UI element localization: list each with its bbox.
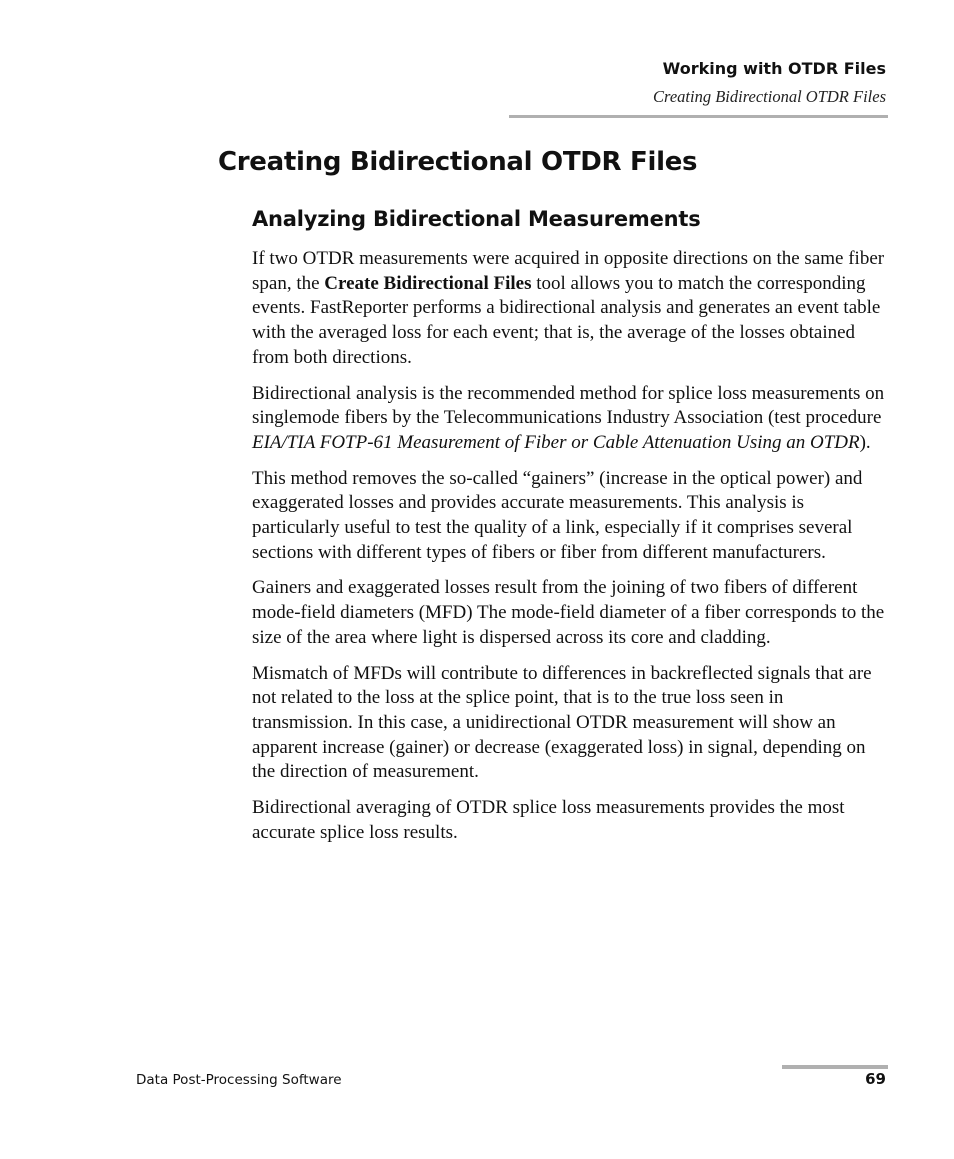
- chapter-title: Working with OTDR Files: [662, 59, 886, 78]
- footer-document-title: Data Post-Processing Software: [136, 1072, 342, 1088]
- paragraph-2: [252, 382, 888, 456]
- paragraph-1-text-c: tool allows you to match the corresponding events. FastReporter performs a bidirectional analysis and generates an event table with the averaged loss for each event; that is, the average of the losses obtained from both directions.: [252, 272, 881, 368]
- tool-name-create-bidirectional-files: Create Bidirectional Files: [324, 272, 532, 294]
- running-head: [653, 58, 886, 108]
- paragraph-2-text-c: ).: [859, 431, 871, 453]
- header-rule: [509, 115, 888, 118]
- page-number: 69: [865, 1070, 886, 1088]
- test-procedure-title: EIA/TIA FOTP-61 Measurement of Fiber or Cable Attenuation Using an OTDR: [252, 431, 860, 453]
- paragraph-3: This method removes the so-called “gainers” (increase in the optical power) and exaggerated losses and provides accurate measurements. This analysis is particularly useful to test the quality of a link, especially if it comprises several sections with different types of fibers or fiber from different manufacturers.: [252, 467, 863, 563]
- paragraph-1-text-a: If two OTDR measurements were acquired in opposite directions on the same fiber span, the: [252, 248, 885, 294]
- paragraph-6: Bidirectional averaging of OTDR splice loss measurements provides the most accurate splice loss results.: [252, 797, 845, 843]
- paragraph-4: Gainers and exaggerated losses result from the joining of two fibers of different mode-field diameters (MFD) The mode-field diameter of a fiber corresponds to the size of the area where light is dispersed across its core and cladding.: [252, 577, 885, 648]
- section-heading: Analyzing Bidirectional Measurements: [252, 207, 701, 231]
- page-title: Creating Bidirectional OTDR Files: [218, 147, 698, 177]
- body-text: [252, 247, 888, 856]
- paragraph-1: [252, 247, 888, 371]
- paragraph-2-text-a: Bidirectional analysis is the recommended method for splice loss measurements on singlemode fibers by the Telecommunications Industry Association (test procedure: [252, 382, 885, 429]
- section-running-title: Creating Bidirectional OTDR Files: [653, 87, 886, 106]
- paragraph-5: Mismatch of MFDs will contribute to differences in backreflected signals that are not related to the loss at the splice point, that is to the true loss seen in transmission. In this case, a unidirectional OTDR measurement will show an apparent increase (gainer) or decrease (exaggerated loss) in signal, depending on the direction of measurement.: [252, 662, 872, 783]
